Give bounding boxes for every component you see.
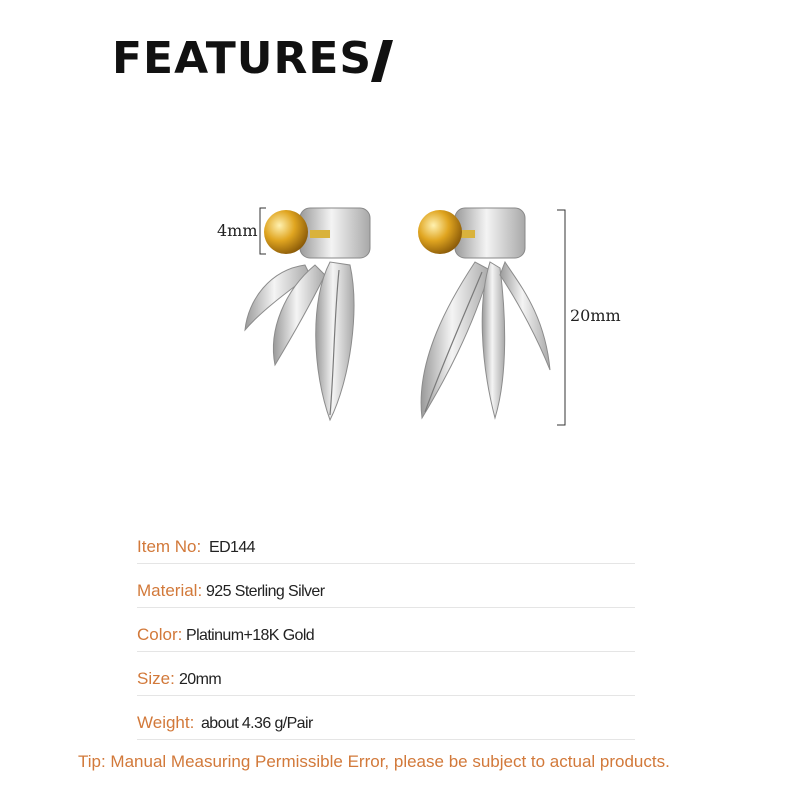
spec-key: Color: xyxy=(137,625,183,644)
spec-table xyxy=(137,520,635,740)
length-label: 20mm xyxy=(570,306,621,325)
spec-key: Weight: xyxy=(137,713,195,732)
spec-key: Item No: xyxy=(137,537,202,556)
page-title: FEATURES xyxy=(112,33,373,84)
tip-text: Tip: Manual Measuring Permissible Error, please be subject to actual products. xyxy=(78,752,670,771)
spec-key: Size: xyxy=(137,669,175,688)
right-earring xyxy=(418,208,550,418)
spec-value: about 4.36 g/Pair xyxy=(201,715,313,732)
spec-row-color xyxy=(137,608,635,652)
spec-row-size xyxy=(137,652,635,696)
spec-value: Platinum+18K Gold xyxy=(186,627,315,644)
spec-value: 925 Sterling Silver xyxy=(206,583,325,600)
spec-value: ED144 xyxy=(209,539,255,556)
slash-icon xyxy=(371,40,393,82)
spec-row-item-no xyxy=(137,520,635,564)
spec-key: Material: xyxy=(137,581,203,600)
spec-value: 20mm xyxy=(179,671,222,688)
spec-row-weight xyxy=(137,696,635,740)
ball-size-label: 4mm xyxy=(217,221,258,240)
spec-row-material xyxy=(137,564,635,608)
left-earring xyxy=(245,208,370,420)
